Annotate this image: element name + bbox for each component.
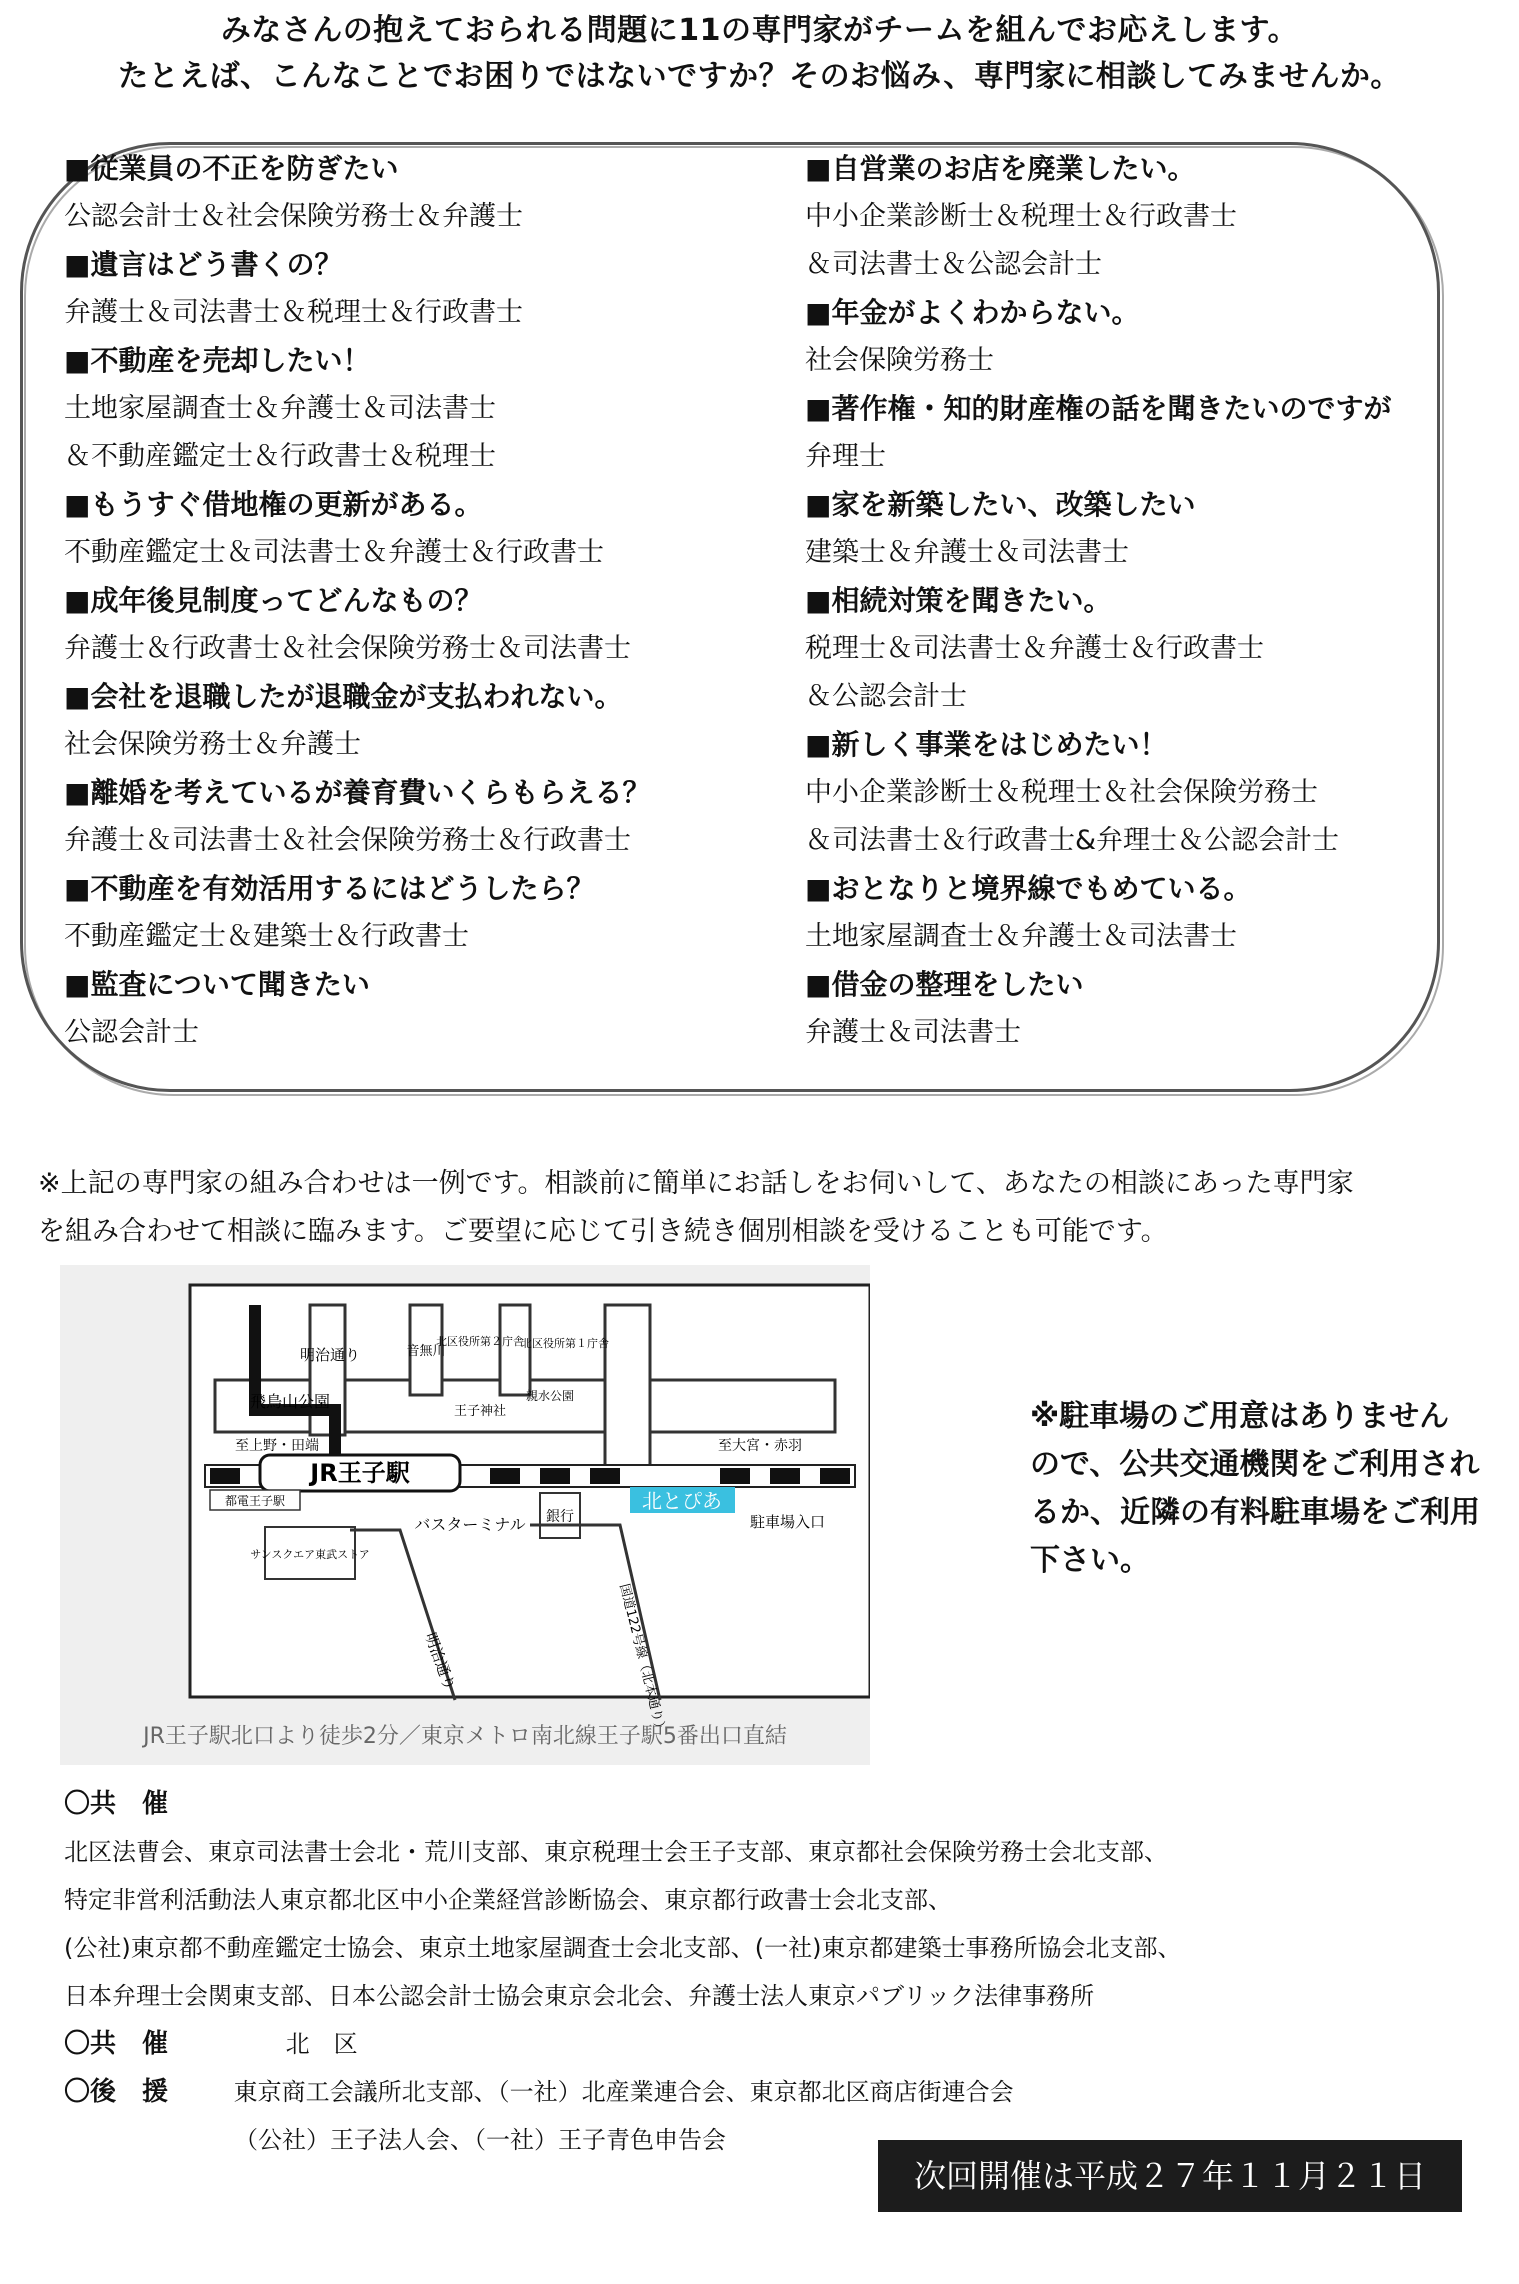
- left-question: ■監査について聞きたい: [64, 968, 370, 1001]
- note-line-2: を組み合わせて相談に臨みます。ご要望に応じて引き続き個別相談を受けることも可能です。: [38, 1216, 1168, 1247]
- left-experts: 弁護士＆司法書士＆税理士＆行政書士: [64, 297, 523, 328]
- header-line-2: たとえば、こんなことでお困りではないですか？そのお悩み、専門家に相談してみませんか。: [118, 59, 1401, 94]
- right-question: ■家を新築したい、改築したい: [805, 488, 1196, 521]
- left-question: ■遺言はどう書くの？: [64, 248, 343, 281]
- left-column: [64, 145, 650, 1057]
- road-ward: [500, 1305, 530, 1395]
- access-map: [60, 1265, 870, 1765]
- left-question: ■不動産を有効活用するにはどうしたら？: [64, 872, 595, 905]
- left-question: ■離婚を考えているが養育費いくらもらえる？: [64, 776, 651, 809]
- map-label-meiji: 明治通り: [299, 1346, 361, 1364]
- map-label-meiji-south: 明治通り: [421, 1630, 459, 1693]
- organizers-line-1: 北区法曹会、東京司法書士会北・荒川支部、東京税理士会王子支部、東京都社会保険労務士会北支部、: [64, 1838, 1168, 1866]
- map-label-route122: 国道122号線（北本通り）: [616, 1582, 669, 1737]
- left-question: ■もうすぐ借地権の更新がある。: [64, 488, 483, 521]
- right-question: ■年金がよくわからない。: [805, 296, 1140, 329]
- map-label-ueno: 至上野・田端: [235, 1438, 319, 1454]
- right-experts: ＆司法書士＆公認会計士: [805, 249, 1102, 280]
- map-label-hokutopia: 北とぴあ: [642, 1489, 722, 1513]
- map-label-ward1: 北区役所第１庁舎: [521, 1337, 609, 1350]
- right-question: ■相続対策を聞きたい。: [805, 584, 1112, 617]
- header-line-1: みなさんの抱えておられる問題に11の専門家がチームを組んでお応えします。: [220, 13, 1299, 48]
- map-label-asukayama: 飛鳥山公園: [249, 1392, 331, 1411]
- left-experts: 公認会計士: [64, 1017, 199, 1048]
- left-experts: 弁護士＆司法書士＆社会保険労務士＆行政書士: [64, 825, 631, 856]
- cohost-label: 〇共 催: [64, 2029, 169, 2059]
- organizers-line-4: 日本弁理士会関東支部、日本公認会計士協会東京会北会、弁護士法人東京パブリック法律事務所: [64, 1982, 1095, 2010]
- road-north: [605, 1305, 650, 1470]
- map-label-station: JR王子駅: [310, 1459, 410, 1487]
- map-label-tram: 都電王子駅: [224, 1494, 286, 1508]
- right-experts: 社会保険労務士: [805, 345, 994, 376]
- right-experts: ＆司法書士＆行政書士&弁理士＆公認会計士: [805, 825, 1340, 856]
- organizers-section: [64, 1780, 1181, 2164]
- right-experts: 中小企業診断士＆税理士＆社会保険労務士: [805, 777, 1318, 808]
- parking-note: [1030, 1393, 1510, 1585]
- right-experts: 建築士＆弁護士＆司法書士: [805, 537, 1129, 568]
- right-experts: 弁理士: [805, 441, 886, 472]
- left-experts: 弁護士＆行政書士＆社会保険労務士＆司法書士: [64, 633, 631, 664]
- right-question: ■新しく事業をはじめたい！: [805, 728, 1168, 761]
- left-question: ■不動産を売却したい！: [64, 344, 371, 377]
- left-experts: 土地家屋調査士＆弁護士＆司法書士: [64, 393, 496, 424]
- cohost-value: 北 区: [285, 2030, 358, 2058]
- right-experts: 土地家屋調査士＆弁護士＆司法書士: [805, 921, 1237, 952]
- parking-line-3: るか、近隣の有料駐車場をご利用: [1030, 1495, 1480, 1530]
- parking-line-2: ので、公共交通機関をご利用され: [1030, 1447, 1480, 1482]
- support-label: 〇後 援: [64, 2077, 169, 2107]
- left-experts: 公認会計士＆社会保険労務士＆弁護士: [64, 201, 523, 232]
- left-experts: 不動産鑑定士＆建築士＆行政書士: [64, 921, 469, 952]
- map-label-bank: 銀行: [546, 1509, 574, 1525]
- support-line-1: 東京商工会議所北支部、（一社）北産業連合会、東京都北区商店街連合会: [233, 2078, 1014, 2106]
- page-header: [0, 8, 1519, 100]
- organizers-line-3: (公社)東京都不動産鑑定士協会、東京土地家屋調査士会北支部、(一社)東京都建築士事務所協会北支部、: [64, 1934, 1182, 1962]
- support-line-2: （公社）王子法人会、（一社）王子青色申告会: [234, 2126, 726, 2154]
- left-experts: 社会保険労務士＆弁護士: [64, 729, 361, 760]
- map-label-shrine: 王子神社: [453, 1404, 507, 1419]
- left-question: ■会社を退職したが退職金が支払われない。: [64, 680, 623, 713]
- map-label-otonashi: 音無川: [406, 1344, 446, 1359]
- map-label-wako: 親水公園: [525, 1389, 575, 1403]
- support-row: [64, 2068, 1181, 2116]
- left-question: ■従業員の不正を防ぎたい: [64, 152, 399, 185]
- right-question: ■著作権・知的財産権の話を聞きたいのですが: [805, 392, 1392, 425]
- parking-line-4: 下さい。: [1030, 1543, 1150, 1578]
- left-experts: ＆不動産鑑定士＆行政書士＆税理士: [64, 441, 496, 472]
- next-event-banner: 次回開催は平成２７年１１月２１日（土）: [878, 2140, 1462, 2212]
- cohost-row: [64, 2020, 1181, 2068]
- right-experts: 中小企業診断士＆税理士＆行政書士: [805, 201, 1237, 232]
- right-experts: 弁護士＆司法書士: [805, 1017, 1021, 1048]
- right-question: ■借金の整理をしたい: [805, 968, 1084, 1001]
- map-label-sunsquare: サンスクエア東武ストア: [250, 1548, 370, 1561]
- combination-note: [38, 1160, 1478, 1256]
- left-experts: 不動産鑑定士＆司法書士＆弁護士＆行政書士: [64, 537, 604, 568]
- right-experts: 税理士＆司法書士＆弁護士＆行政書士: [805, 633, 1264, 664]
- right-column: [805, 145, 1391, 1057]
- parking-line-1: ※駐車場のご用意はありません: [1030, 1399, 1450, 1434]
- map-label-bus: バスターミナル: [414, 1515, 526, 1534]
- map-label-parking-entrance: 駐車場入口: [750, 1513, 826, 1531]
- map-label-ward2: 北区役所第２庁舎: [436, 1335, 524, 1348]
- map-drawing: [60, 1265, 870, 1765]
- organizers-line-2: 特定非営利活動法人東京都北区中小企業経営診断協会、東京都行政書士会北支部、: [64, 1886, 952, 1914]
- left-question: ■成年後見制度ってどんなもの？: [64, 584, 483, 617]
- right-question: ■自営業のお店を廃業したい。: [805, 152, 1196, 185]
- organizers-label: 〇共 催: [64, 1789, 169, 1819]
- map-label-omiya: 至大宮・赤羽: [718, 1438, 802, 1454]
- map-caption: JR王子駅北口より徒歩2分／東京メトロ南北線王子駅5番出口直結: [143, 1724, 787, 1749]
- right-question: ■おとなりと境界線でもめている。: [805, 872, 1252, 905]
- note-line-1: ※上記の専門家の組み合わせは一例です。相談前に簡単にお話しをお伺いして、あなたの相談にあった専門家: [38, 1168, 1354, 1199]
- right-experts: ＆公認会計士: [805, 681, 967, 712]
